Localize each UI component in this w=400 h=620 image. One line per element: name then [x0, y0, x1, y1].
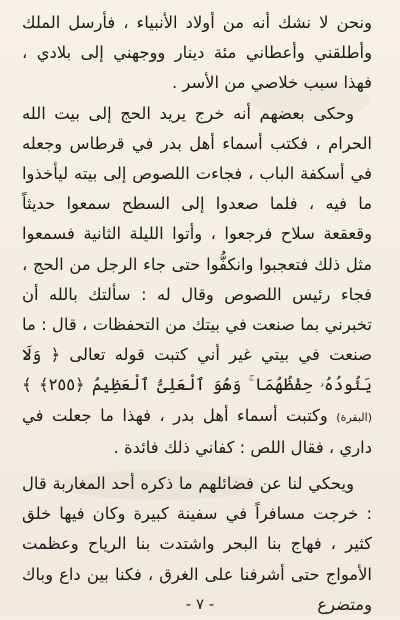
body-text [22, 8, 372, 620]
paragraph-2 [22, 99, 372, 463]
verse-reference: (البقرة) [336, 410, 372, 424]
paragraph-1-text: ونحن لا نشك أنه من أولاد الأنبياء ، فأرسل الملك وأطلقني وأعطاني مئة دينار ووجهني إلى بلادي ، فهذا سبب خلاصي من الأسر . [22, 13, 372, 93]
paragraph-3-text: ويحكي لنا عن فضائلهم ما ذكره أحد المغاربة قال : خرجت مسافراً في سفينة كبيرة وكان فيها خلق كثير ، فهاج بنا البحر واشتدت بنا الرياح وعظمت الأمواج حتى أشرفنا على الغرق ، فكنا بين داع وباك ومتضرع [22, 474, 372, 614]
paragraph-1 [22, 8, 372, 99]
paragraph-2-text-after: وكتبت أسماء أهل بدر ، فهذا ما جعلت في داري ، فقال اللص : كفاني ذلك فائدة . [22, 405, 372, 457]
page-number: - ٧ - [185, 595, 215, 613]
quran-verse: ﴿ وَلَا يَئُودُهُۥ حِفْظُهُمَا ۚ وَهُوَ ٱلْعَلِىُّ ٱلْعَظِيمُ ﴿٢٥٥﴾ ﴾ [22, 345, 372, 395]
paragraph-2-text-before: وحكى بعضهم أنه خرج يريد الحج إلى بيت الله الحرام ، فكتب أسماء أهل بدر في قرطاس وجعله في أسكفة الباب ، فجاءت اللصوص إلى بيته ليأخذوا ما فيه ، فلما صعدوا إلى السطح سمعوا حديثاً وقعقعة سلاح فرجعوا ، وأتوا الليلة الثانية فسمعوا مثل ذلك فتعجبوا وانكفُّوا حتى جاء الرجل من الحج ، فجاء رئيس اللصوص وقال له : سألتك بالله أن تخبرني بما صنعت في بيتك من التحفظات ، قال : ما صنعت في بيتي غير أني كتبت قوله تعالى [22, 103, 372, 365]
